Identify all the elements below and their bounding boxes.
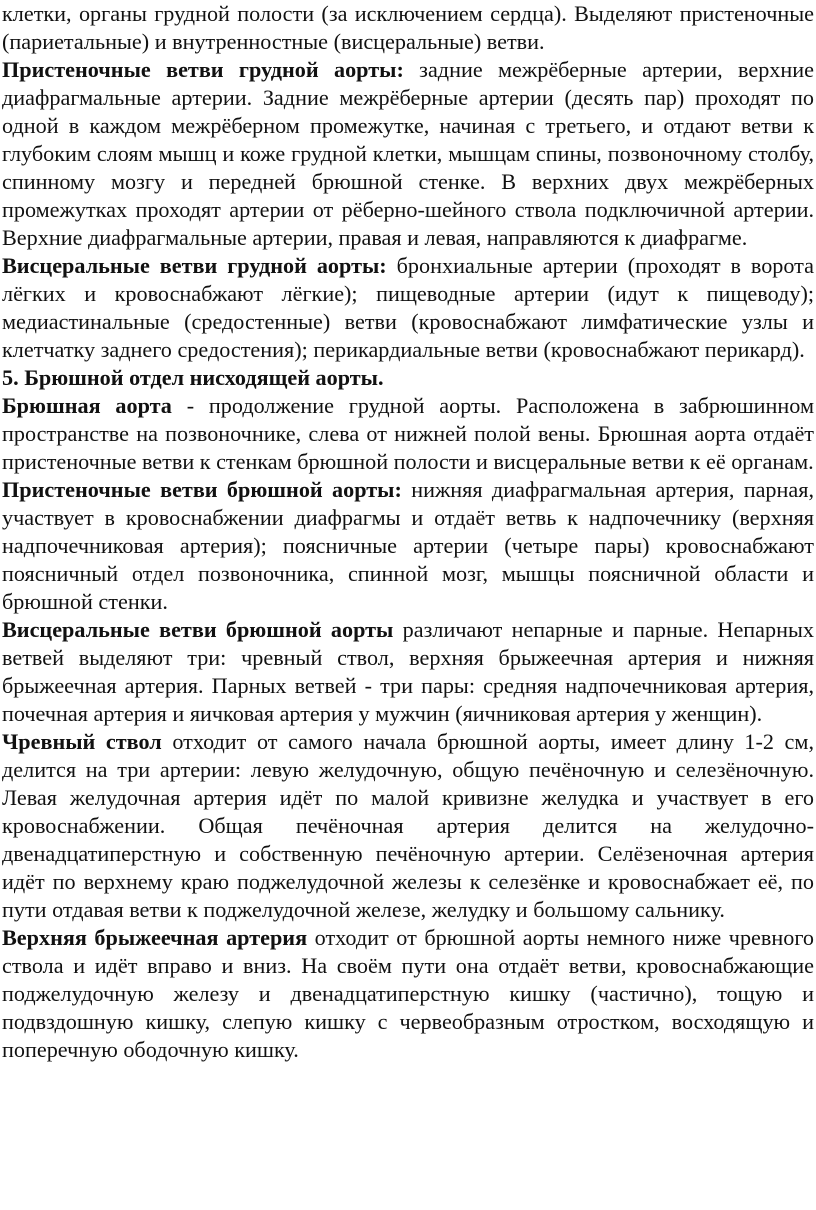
paragraph-thoracic-visceral-branches (2, 252, 814, 364)
paragraph-heading: Верхняя брыжеечная артерия (2, 925, 308, 950)
paragraph-text: - продолжение грудной аорты. Расположена в забрюшинном пространстве на позвоночнике, слева от нижней полой вены. Брюшная аорта отдаёт пристеночные ветви к стенкам брюшной полости и висцеральные ветви к её органам. (2, 393, 815, 474)
paragraph-thoracic-parietal-branches (2, 56, 814, 252)
paragraph-heading: Пристеночные ветви грудной аорты: (2, 57, 404, 82)
paragraph-thoracic-aorta-intro (2, 0, 814, 56)
paragraph-abdominal-aorta (2, 392, 814, 476)
paragraph-heading: Висцеральные ветви брюшной аорты (2, 617, 394, 642)
paragraph-heading: Пристеночные ветви брюшной аорты: (2, 477, 402, 502)
paragraph-abdominal-visceral-branches (2, 616, 814, 728)
paragraph-superior-mesenteric-artery (2, 924, 814, 1064)
document-page (2, 0, 814, 1064)
paragraph-text: отходит от брюшной аорты немного ниже чревного ствола и идёт вправо и вниз. На своём пути она отдаёт ветви, кровоснабжающие поджелудочную железу и двенадцатиперстную кишку (частично), тощую и подвздошную кишку, слепую кишку с червеобразным отростком, восходящую и поперечную ободочную кишку. (2, 925, 814, 1062)
paragraph-text: бронхиальные артерии (проходят в ворота лёгких и кровоснабжают лёгкие); пищеводные артерии (идут к пищеводу); медиастинальные (средостенные) ветви (кровоснабжают лимфатические узлы и клетчатку заднего средостения); перикардиальные ветви (кровоснабжают перикард). (2, 253, 814, 362)
paragraph-text: различают непарные и парные. Непарных ветвей выделяют три: чревный ствол, верхняя брыжеечная артерия и нижняя брыжеечная артерия. Парных ветвей - три пары: средняя надпочечниковая артерия, почечная артерия и яичковая артерия у мужчин (яичниковая артерия у женщин). (2, 617, 814, 726)
paragraph-celiac-trunk (2, 728, 814, 924)
paragraph-heading: Брюшная аорта (2, 393, 172, 418)
paragraph-heading: Чревный ствол (2, 729, 162, 754)
paragraph-text: задние межрёберные артерии, верхние диафрагмальные артерии. Задние межрёберные артерии (десять пар) проходят по одной в каждом межрёберном промежутке, начиная с третьего, и отдают ветви к глубоким слоям мышц и коже грудной клетки, мышцам спины, позвоночному столбу, спинному мозгу и передней брюшной стенке. В верхних двух межрёберных промежутках проходят артерии от рёберно-шейного ствола подключичной артерии. Верхние диафрагмальные артерии, правая и левая, направляются к диафрагме. (2, 57, 814, 250)
paragraph-heading: Висцеральные ветви грудной аорты: (2, 253, 387, 278)
paragraph-text: отходит от самого начала брюшной аорты, имеет длину 1-2 см, делится на три артерии: левую желудочную, общую печёночную и селезёночную. Левая желудочная артерия идёт по малой кривизне желудка и участвует в его кровоснабжении. Общая печёночная артерия делится на желудочно-двенадцатиперстную и собственную печёночную артерии. Селёзеночная артерия идёт по верхнему краю поджелудочной железы к селезёнке и кровоснабжает её, по пути отдавая ветви к поджелудочной железе, желудку и большому сальнику. (2, 729, 814, 922)
paragraph-text: клетки, органы грудной полости (за исключением сердца). Выделяют пристеночные (париетальные) и внутренностные (висцеральные) ветви. (2, 1, 814, 54)
paragraph-abdominal-parietal-branches (2, 476, 814, 616)
section-heading: 5. Брюшной отдел нисходящей аорты. (2, 365, 384, 390)
section-heading-abdominal-aorta (2, 364, 814, 392)
paragraph-text: нижняя диафрагмальная артерия, парная, участвует в кровоснабжении диафрагмы и отдаёт ветвь к надпочечнику (верхняя надпочечниковая артерия); поясничные артерии (четыре пары) кровоснабжают поясничный отдел позвоночника, спинной мозг, мышцы поясничной области и брюшной стенки. (2, 477, 814, 614)
